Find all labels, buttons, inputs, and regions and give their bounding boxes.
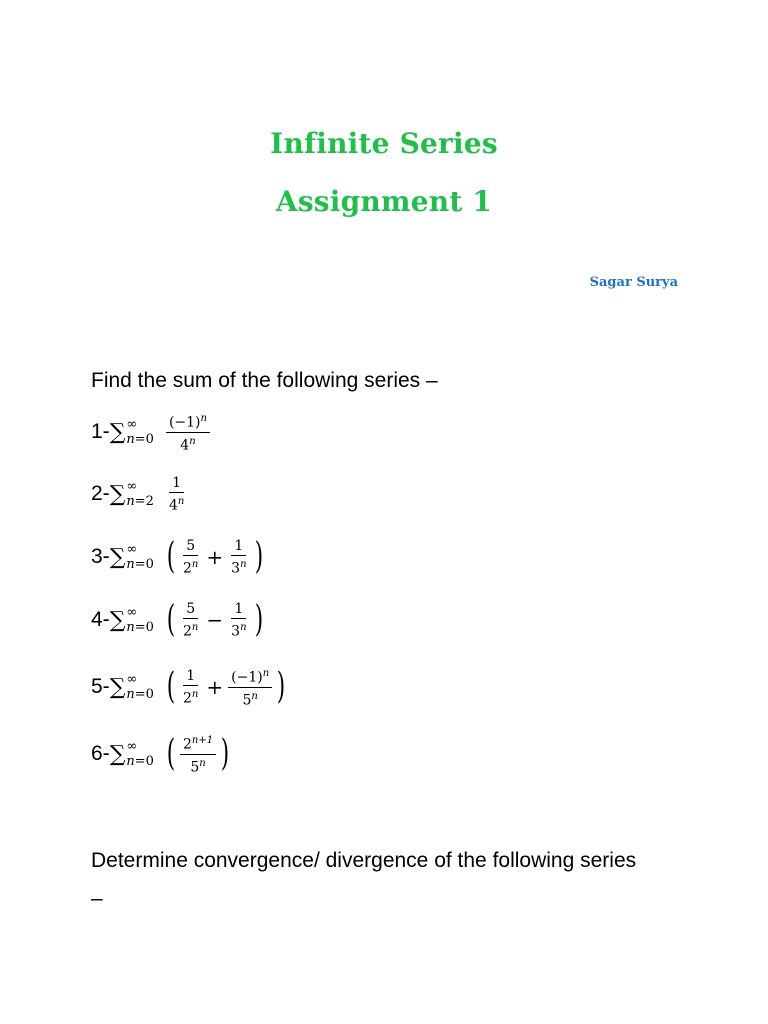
sigma-symbol: ∑ — [109, 544, 126, 570]
sigma-symbol: ∑ — [109, 741, 126, 767]
section2-instruction: Determine convergence/ divergence of the following series – — [91, 849, 637, 910]
sum-limits: ∞ n=0 — [126, 417, 154, 448]
fraction: $\frac{2^{n+1}}{5^n}$ — [180, 733, 216, 775]
sum-limits: ∞ n=0 — [126, 672, 154, 703]
author-name: Sagar Surya — [589, 275, 678, 290]
fraction: $\frac{1}{2^n}$ — [183, 667, 199, 707]
sum-limits: ∞ n=0 — [126, 739, 154, 770]
fraction: $\frac{5}{2^n}$ — [183, 601, 199, 640]
fraction: $\frac{1}{3^n}$ — [231, 601, 247, 640]
problem-4: 4- ∑ ∞ n=0 ( $\frac{5}{2^n}$ − $\frac{1}{3^n}$ ) — [91, 599, 263, 641]
fraction: $\frac{(-1)^n}{5^n}$ — [228, 666, 272, 708]
problem-number: 1- — [91, 420, 110, 444]
sigma-symbol: ∑ — [109, 419, 126, 445]
sum-limits: ∞ n=2 — [126, 479, 154, 510]
document-title: Infinite Series — [270, 127, 498, 160]
problem-3: 3- ∑ ∞ n=0 ( $\frac{5}{2^n}$ + $\frac{1}{3^n}$ ) — [91, 536, 263, 578]
section1-instruction: Find the sum of the following series – — [91, 369, 438, 392]
problem-number: 6- — [91, 742, 110, 766]
document-subtitle: Assignment 1 — [275, 185, 493, 218]
fraction: $\frac{1}{4^n}$ — [168, 475, 185, 514]
sum-limits: ∞ n=0 — [126, 542, 154, 573]
problem-number: 4- — [91, 608, 110, 632]
sigma-symbol: ∑ — [109, 607, 126, 633]
problem-number: 2- — [91, 482, 110, 506]
problem-5: 5- ∑ ∞ n=0 ( $\frac{1}{2^n}$ + $\frac{(-1)^n}{5^n}$ ) — [91, 666, 286, 709]
fraction: $\frac{5}{2^n}$ — [183, 538, 199, 577]
sigma-symbol: ∑ — [109, 674, 126, 700]
fraction: $\frac{1}{3^n}$ — [231, 538, 247, 577]
fraction: $\frac{(-1)^n}{4^n}$ — [166, 411, 210, 453]
sigma-symbol: ∑ — [109, 481, 126, 507]
sum-limits: ∞ n=0 — [126, 605, 154, 636]
problem-number: 3- — [91, 545, 110, 569]
problem-1 — [91, 411, 212, 453]
problem-2 — [91, 475, 189, 514]
problem-number: 5- — [91, 675, 110, 699]
problem-6: 6- ∑ ∞ n=0 ( $\frac{2^{n+1}}{5^n}$ ) — [91, 733, 230, 776]
